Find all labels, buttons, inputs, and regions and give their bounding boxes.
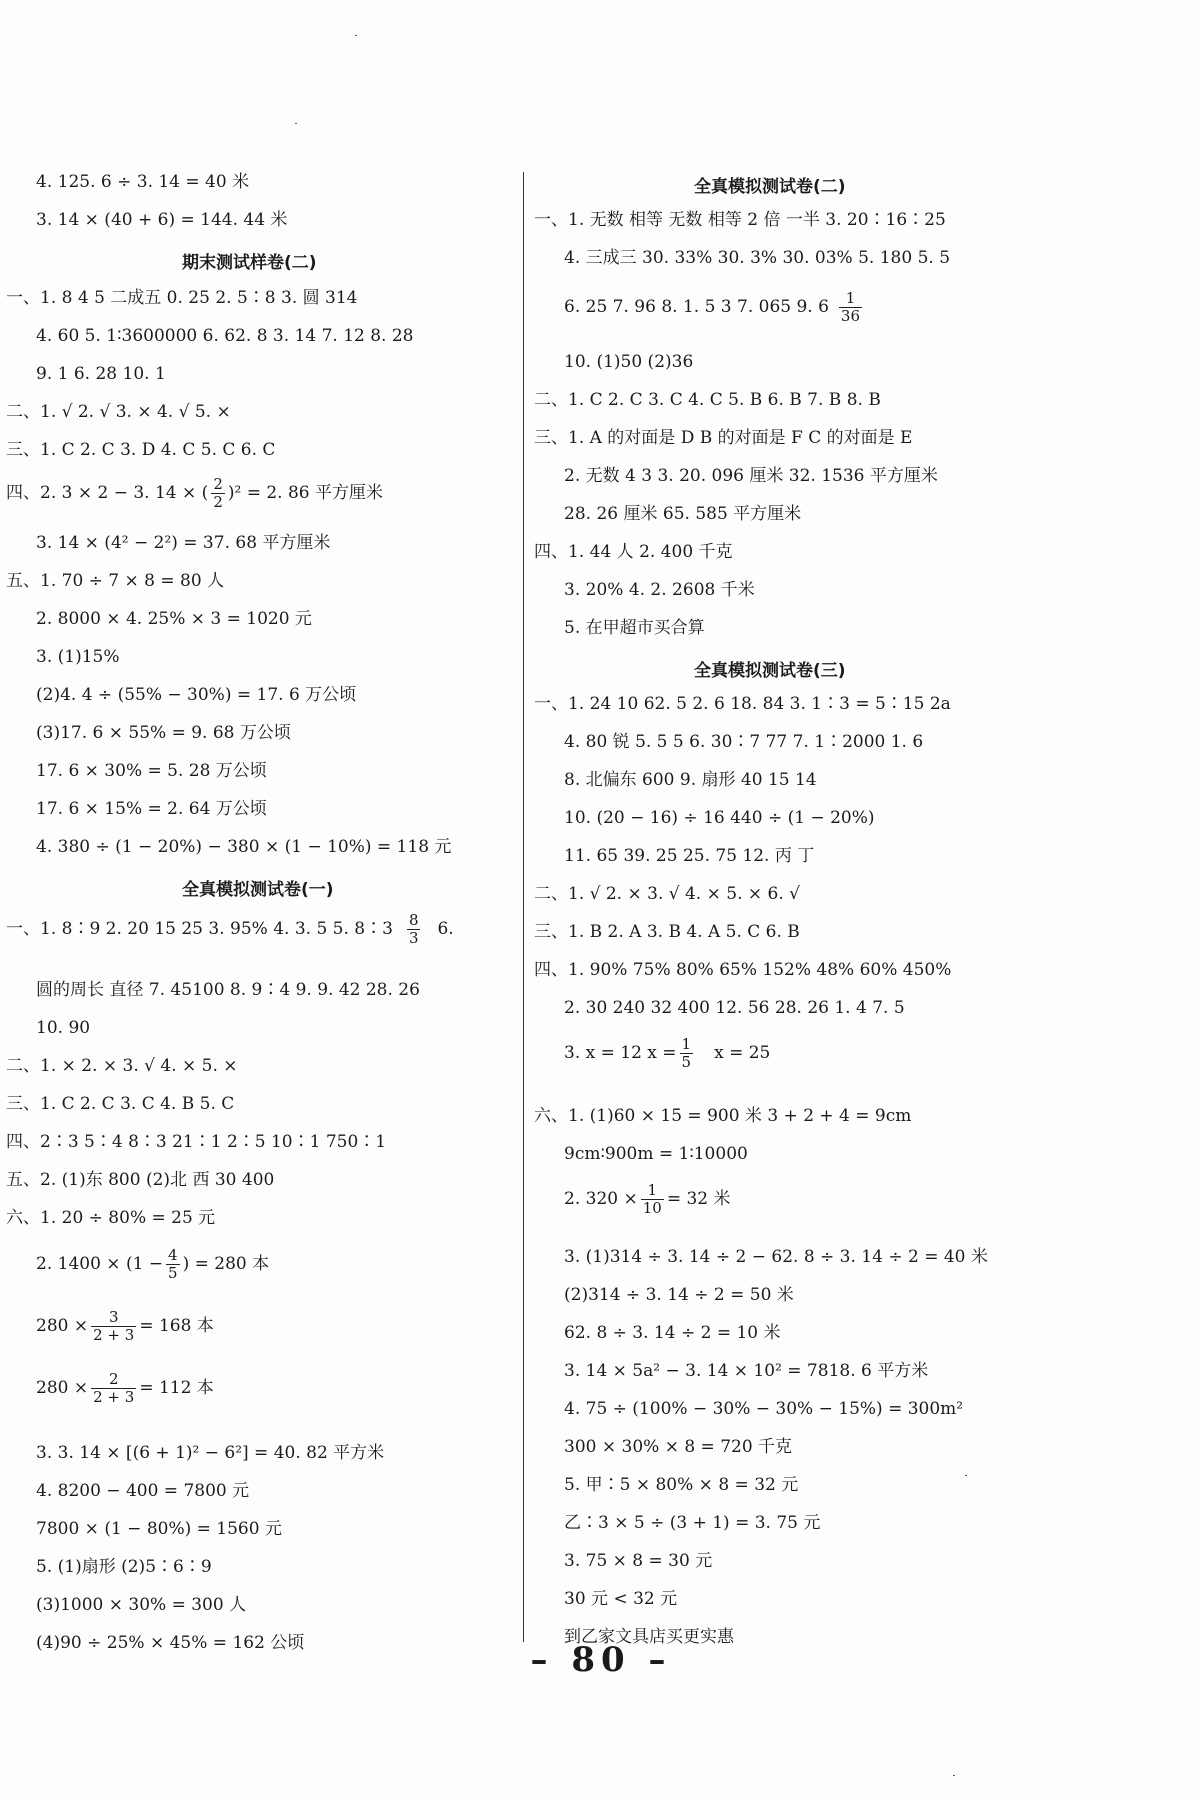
fraction: $\frac{2}{2}$ [213, 475, 223, 511]
answer-line: (2)314 ÷ 3. 14 ÷ 2 = 50 米 [564, 1285, 794, 1305]
answer-line: 三、1. A 的对面是 D B 的对面是 F C 的对面是 E [534, 428, 913, 448]
answer-line: 乙∶3 × 5 ÷ (3 + 1) = 3. 75 元 [564, 1513, 821, 1533]
answer-line: 300 × 30% × 8 = 720 千克 [564, 1437, 793, 1457]
formula-text: 280 × [36, 1378, 89, 1398]
answer-line: 一、1. 24 10 62. 5 2. 6 18. 84 3. 1∶3 = 5∶15 2a [534, 694, 951, 714]
answer-line: (3)1000 × 30% = 300 人 [36, 1595, 247, 1615]
answer-line: 17. 6 × 15% = 2. 64 万公顷 [36, 799, 267, 819]
answer-line: 二、1. √ 2. × 3. √ 4. × 5. × 6. √ [534, 884, 800, 904]
formula-text: = 112 本 [139, 1378, 214, 1398]
answer-line: (3)17. 6 × 55% = 9. 68 万公顷 [36, 723, 291, 743]
answer-line: 7800 × (1 − 80%) = 1560 元 [36, 1519, 282, 1539]
answer-line [564, 290, 865, 325]
fraction: $\frac{4}{5}$ [168, 1246, 178, 1282]
answer-line: 8. 北偏东 600 9. 扇形 40 15 14 [564, 770, 817, 790]
scan-speck [355, 35, 357, 36]
section-title: 全真模拟测试卷(二) [694, 177, 846, 197]
scan-speck [965, 1475, 967, 1476]
answer-line: 三、1. B 2. A 3. B 4. A 5. C 6. B [534, 922, 800, 942]
answer-line: 5. (1)扇形 (2)5∶6∶9 [36, 1557, 212, 1577]
answer-line: 3. 3. 14 × [(6 + 1)² − 6²] = 40. 82 平方米 [36, 1443, 385, 1463]
answer-line [6, 476, 383, 511]
answer-line: 5. 甲∶5 × 80% × 8 = 32 元 [564, 1475, 799, 1495]
fraction: $\frac{2}{2 + 3}$ [93, 1370, 135, 1406]
answer-line [6, 912, 454, 947]
answer-line: 3. 20% 4. 2. 2608 千米 [564, 580, 755, 600]
answer-line: 三、1. C 2. C 3. C 4. B 5. C [6, 1094, 235, 1114]
answer-line: 三、1. C 2. C 3. D 4. C 5. C 6. C [6, 440, 276, 460]
answer-line: 30 元 < 32 元 [564, 1589, 678, 1609]
answer-line: 四、1. 90% 75% 80% 65% 152% 48% 60% 450% [534, 960, 952, 980]
section-title: 期末测试样卷(二) [182, 253, 317, 273]
formula-text: 一、1. 8∶9 2. 20 15 25 3. 95% 4. 3. 5 5. 8∶3 [6, 919, 393, 939]
answer-line: (2)4. 4 ÷ (55% − 30%) = 17. 6 万公顷 [36, 685, 357, 705]
formula-text: )² = 2. 86 平方厘米 [227, 483, 384, 503]
formula-text: = 168 本 [139, 1316, 214, 1336]
answer-line: (4)90 ÷ 25% × 45% = 162 公顷 [36, 1633, 305, 1653]
answer-line: 3. 14 × 5a² − 3. 14 × 10² = 7818. 6 平方米 [564, 1361, 929, 1381]
answer-line: 四、2∶3 5∶4 8∶3 21∶1 2∶5 10∶1 750∶1 [6, 1132, 387, 1152]
answer-line: 28. 26 厘米 65. 585 平方厘米 [564, 504, 802, 524]
answer-line: 62. 8 ÷ 3. 14 ÷ 2 = 10 米 [564, 1323, 781, 1343]
answer-line: 3. 14 × (4² − 2²) = 37. 68 平方厘米 [36, 533, 331, 553]
formula-text: = 32 米 [666, 1189, 731, 1209]
answer-line [564, 1182, 731, 1217]
column-divider [523, 172, 524, 1642]
formula-text: 3. x = 12 x = [564, 1043, 677, 1063]
answer-line: 4. 8200 − 400 = 7800 元 [36, 1481, 250, 1501]
answer-line: 六、1. (1)60 × 15 = 900 米 3 + 2 + 4 = 9cm [534, 1106, 912, 1126]
answer-line: 二、1. √ 2. √ 3. × 4. √ 5. × [6, 402, 231, 422]
answer-line: 10. (1)50 (2)36 [564, 352, 694, 372]
fraction: $\frac{8}{3}$ [408, 911, 419, 947]
formula-text: 6. 25 7. 96 8. 1. 5 3 7. 065 9. 6 [564, 297, 829, 317]
answer-line: 5. 在甲超市买合算 [564, 618, 705, 638]
answer-line: 3. (1)15% [36, 647, 120, 667]
formula-text: 四、2. 3 × 2 − 3. 14 × ( [6, 483, 209, 503]
answer-line: 四、1. 44 人 2. 400 千克 [534, 542, 733, 562]
answer-line: 11. 65 39. 25 25. 75 12. 丙 丁 [564, 846, 815, 866]
answer-line: 4. 80 锐 5. 5 5 6. 30∶7 77 7. 1∶2000 1. 6 [564, 732, 924, 752]
answer-line: 二、1. × 2. × 3. √ 4. × 5. × [6, 1056, 238, 1076]
fraction: $\frac{1}{5}$ [681, 1035, 692, 1071]
answer-line: 六、1. 20 ÷ 80% = 25 元 [6, 1208, 216, 1228]
answer-line: 二、1. C 2. C 3. C 4. C 5. B 6. B 7. B 8. B [534, 390, 881, 410]
answer-line: 10. 90 [36, 1018, 91, 1038]
answer-line: 3. (1)314 ÷ 3. 14 ÷ 2 − 62. 8 ÷ 3. 14 ÷ 2 = 40 米 [564, 1247, 988, 1267]
answer-line: 3. 14 × (40 + 6) = 144. 44 米 [36, 210, 288, 230]
formula-text: 6. [437, 919, 454, 939]
formula-text: x = 25 [714, 1043, 771, 1063]
answer-line: 4. 60 5. 1∶3600000 6. 62. 8 3. 14 7. 12 8. 28 [36, 326, 414, 346]
answer-line: 9cm∶900m = 1∶10000 [564, 1144, 748, 1164]
answer-line [36, 1309, 214, 1344]
answer-line: 一、1. 8 4 5 二成五 0. 25 2. 5∶8 3. 圆 314 [6, 288, 358, 308]
answer-line [36, 1247, 269, 1282]
formula-text: 280 × [36, 1316, 89, 1336]
answer-line: 4. 380 ÷ (1 − 20%) − 380 × (1 − 10%) = 118 元 [36, 837, 452, 857]
answer-line [36, 1371, 214, 1406]
formula-text: 2. 320 × [564, 1189, 638, 1209]
formula-text: 2. 1400 × (1 − [36, 1254, 164, 1274]
answer-line: 2. 8000 × 4. 25% × 3 = 1020 元 [36, 609, 312, 629]
answer-line: 2. 30 240 32 400 12. 56 28. 26 1. 4 7. 5 [564, 998, 905, 1018]
answer-line: 4. 三成三 30. 33% 30. 3% 30. 03% 5. 180 5. 5 [564, 248, 951, 268]
fraction: $\frac{3}{2 + 3}$ [93, 1308, 135, 1344]
scan-speck [295, 123, 297, 124]
answer-line: 到乙家文具店买更实惠 [564, 1627, 734, 1647]
answer-line: 4. 75 ÷ (100% − 30% − 30% − 15%) = 300m² [564, 1399, 964, 1419]
fraction: $\frac{1}{10}$ [642, 1181, 662, 1217]
answer-line: 10. (20 − 16) ÷ 16 440 ÷ (1 − 20%) [564, 808, 875, 828]
scan-speck [953, 1775, 955, 1776]
answer-line: 17. 6 × 30% = 5. 28 万公顷 [36, 761, 267, 781]
fraction: $\frac{1}{36}$ [840, 289, 861, 325]
answer-line: 五、1. 70 ÷ 7 × 8 = 80 人 [6, 571, 225, 591]
formula-text: ) = 280 本 [182, 1254, 270, 1274]
answer-line: 一、1. 无数 相等 无数 相等 2 倍 一半 3. 20∶16∶25 [534, 210, 946, 230]
answer-line: 9. 1 6. 28 10. 1 [36, 364, 166, 384]
answer-line [564, 1036, 770, 1071]
page-number: – 80 – [530, 1640, 672, 1680]
section-title: 全真模拟测试卷(一) [182, 880, 334, 900]
answer-line: 五、2. (1)东 800 (2)北 西 30 400 [6, 1170, 275, 1190]
answer-line: 3. 75 × 8 = 30 元 [564, 1551, 713, 1571]
answer-line: 圆的周长 直径 7. 45100 8. 9∶4 9. 9. 42 28. 26 [36, 980, 420, 1000]
section-title: 全真模拟测试卷(三) [694, 661, 846, 681]
answer-line: 4. 125. 6 ÷ 3. 14 = 40 米 [36, 172, 250, 192]
answer-line: 2. 无数 4 3 3. 20. 096 厘米 32. 1536 平方厘米 [564, 466, 938, 486]
